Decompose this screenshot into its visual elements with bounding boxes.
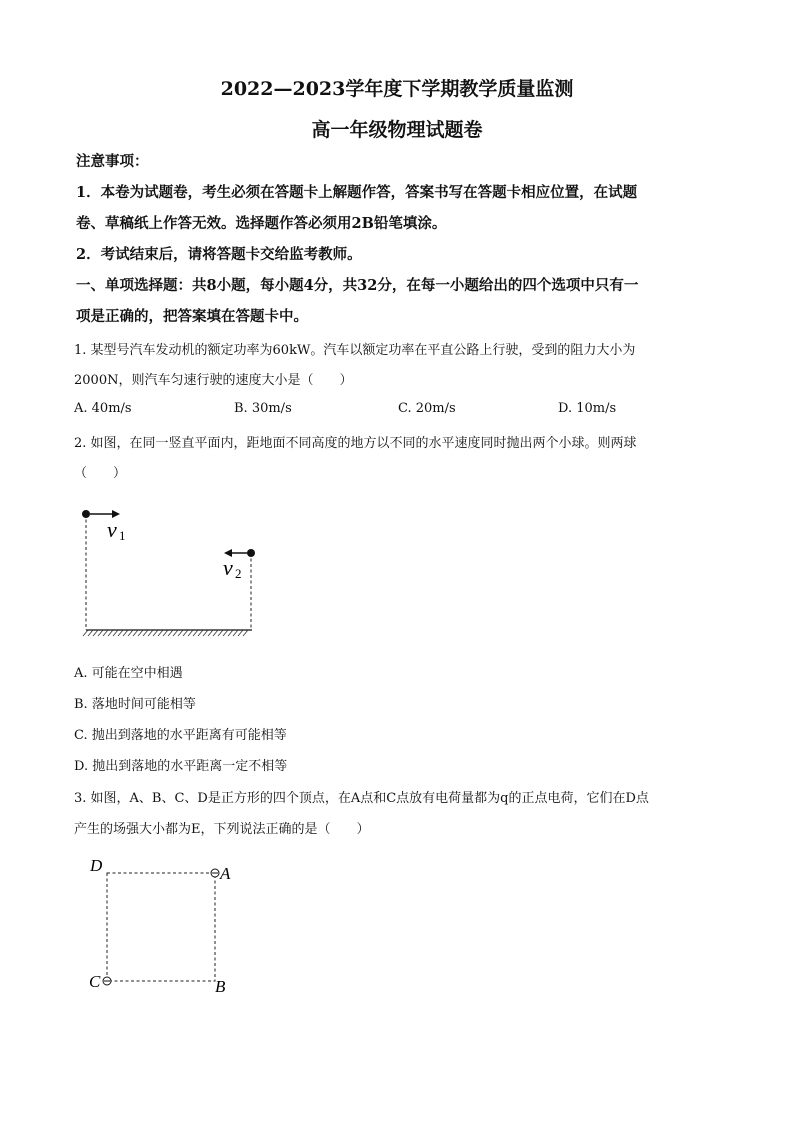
- exam-subtitle: 高一年级物理试题卷: [311, 119, 483, 141]
- vertex-d-label: D: [90, 856, 103, 875]
- question-1-option-c[interactable]: C. 20m/s: [398, 401, 456, 416]
- section-1-heading-line-1: 一、单项选择题：共8小题，每小题4分，共32分，在每一小题给出的四个选项中只有一: [76, 277, 639, 294]
- question-2-option-b[interactable]: B. 落地时间可能相等: [74, 697, 196, 712]
- question-3-stem-line-1: 3. 如图，A、B、C、D是正方形的四个顶点，在A点和C点放有电荷量都为q的正点电荷，它们在D点: [74, 791, 649, 806]
- notice-item-2: 2．考试结束后，请将答题卡交给监考教师。: [76, 246, 362, 263]
- question-2-option-c[interactable]: C. 抛出到落地的水平距离有可能相等: [74, 728, 287, 743]
- notice-heading: 注意事项：: [76, 153, 149, 170]
- exam-title: 2022—2023学年度下学期教学质量监测: [220, 78, 574, 100]
- ground: [83, 630, 252, 636]
- charge-a-icon: [211, 869, 219, 877]
- question-3-stem-line-2: 产生的场强大小都为E，下列说法正确的是（ ）: [74, 822, 370, 837]
- question-1-stem-line-1: 1. 某型号汽车发动机的额定功率为60kW。汽车以额定功率在平直公路上行驶，受到的阻力大小为: [74, 343, 636, 358]
- question-1-stem-line-2: 2000N，则汽车匀速行驶的速度大小是（ ）: [74, 373, 353, 388]
- notice-item-1-line-2: 卷、草稿纸上作答无效。选择题作答必须用2B铅笔填涂。: [76, 215, 447, 232]
- question-2-option-d[interactable]: D. 抛出到落地的水平距离一定不相等: [74, 759, 288, 774]
- question-3-figure: [84, 850, 244, 1000]
- ball-1: [82, 510, 90, 518]
- vertex-c-label: C: [89, 972, 101, 991]
- square-outline: [107, 873, 215, 981]
- question-2-stem-line-2: （ ）: [74, 466, 127, 481]
- velocity-2-label: v: [223, 555, 233, 580]
- charge-c-icon: [103, 977, 111, 985]
- question-2-stem-line-1: 2. 如图，在同一竖直平面内，距地面不同高度的地方以不同的水平速度同时抛出两个小球。则两球: [74, 436, 637, 451]
- question-1-option-d[interactable]: D. 10m/s: [558, 401, 617, 416]
- vertex-a-label: A: [220, 864, 231, 883]
- question-2-figure: [80, 500, 260, 640]
- notice-item-1-line-1: 1．本卷为试题卷，考生必须在答题卡上解题作答，答案书写在答题卡相应位置，在试题: [76, 184, 638, 201]
- ball-2: [247, 549, 255, 557]
- velocity-1-label: v: [107, 517, 117, 542]
- velocity-1-subscript: 1: [119, 528, 126, 543]
- question-1-option-b[interactable]: B. 30m/s: [234, 401, 292, 416]
- section-1-heading-line-2: 项是正确的，把答案填在答题卡中。: [76, 308, 308, 325]
- question-2-option-a[interactable]: A. 可能在空中相遇: [74, 666, 183, 681]
- question-1-option-a[interactable]: A. 40m/s: [74, 401, 132, 416]
- vertex-b-label: B: [215, 977, 226, 996]
- velocity-2-subscript: 2: [235, 566, 242, 581]
